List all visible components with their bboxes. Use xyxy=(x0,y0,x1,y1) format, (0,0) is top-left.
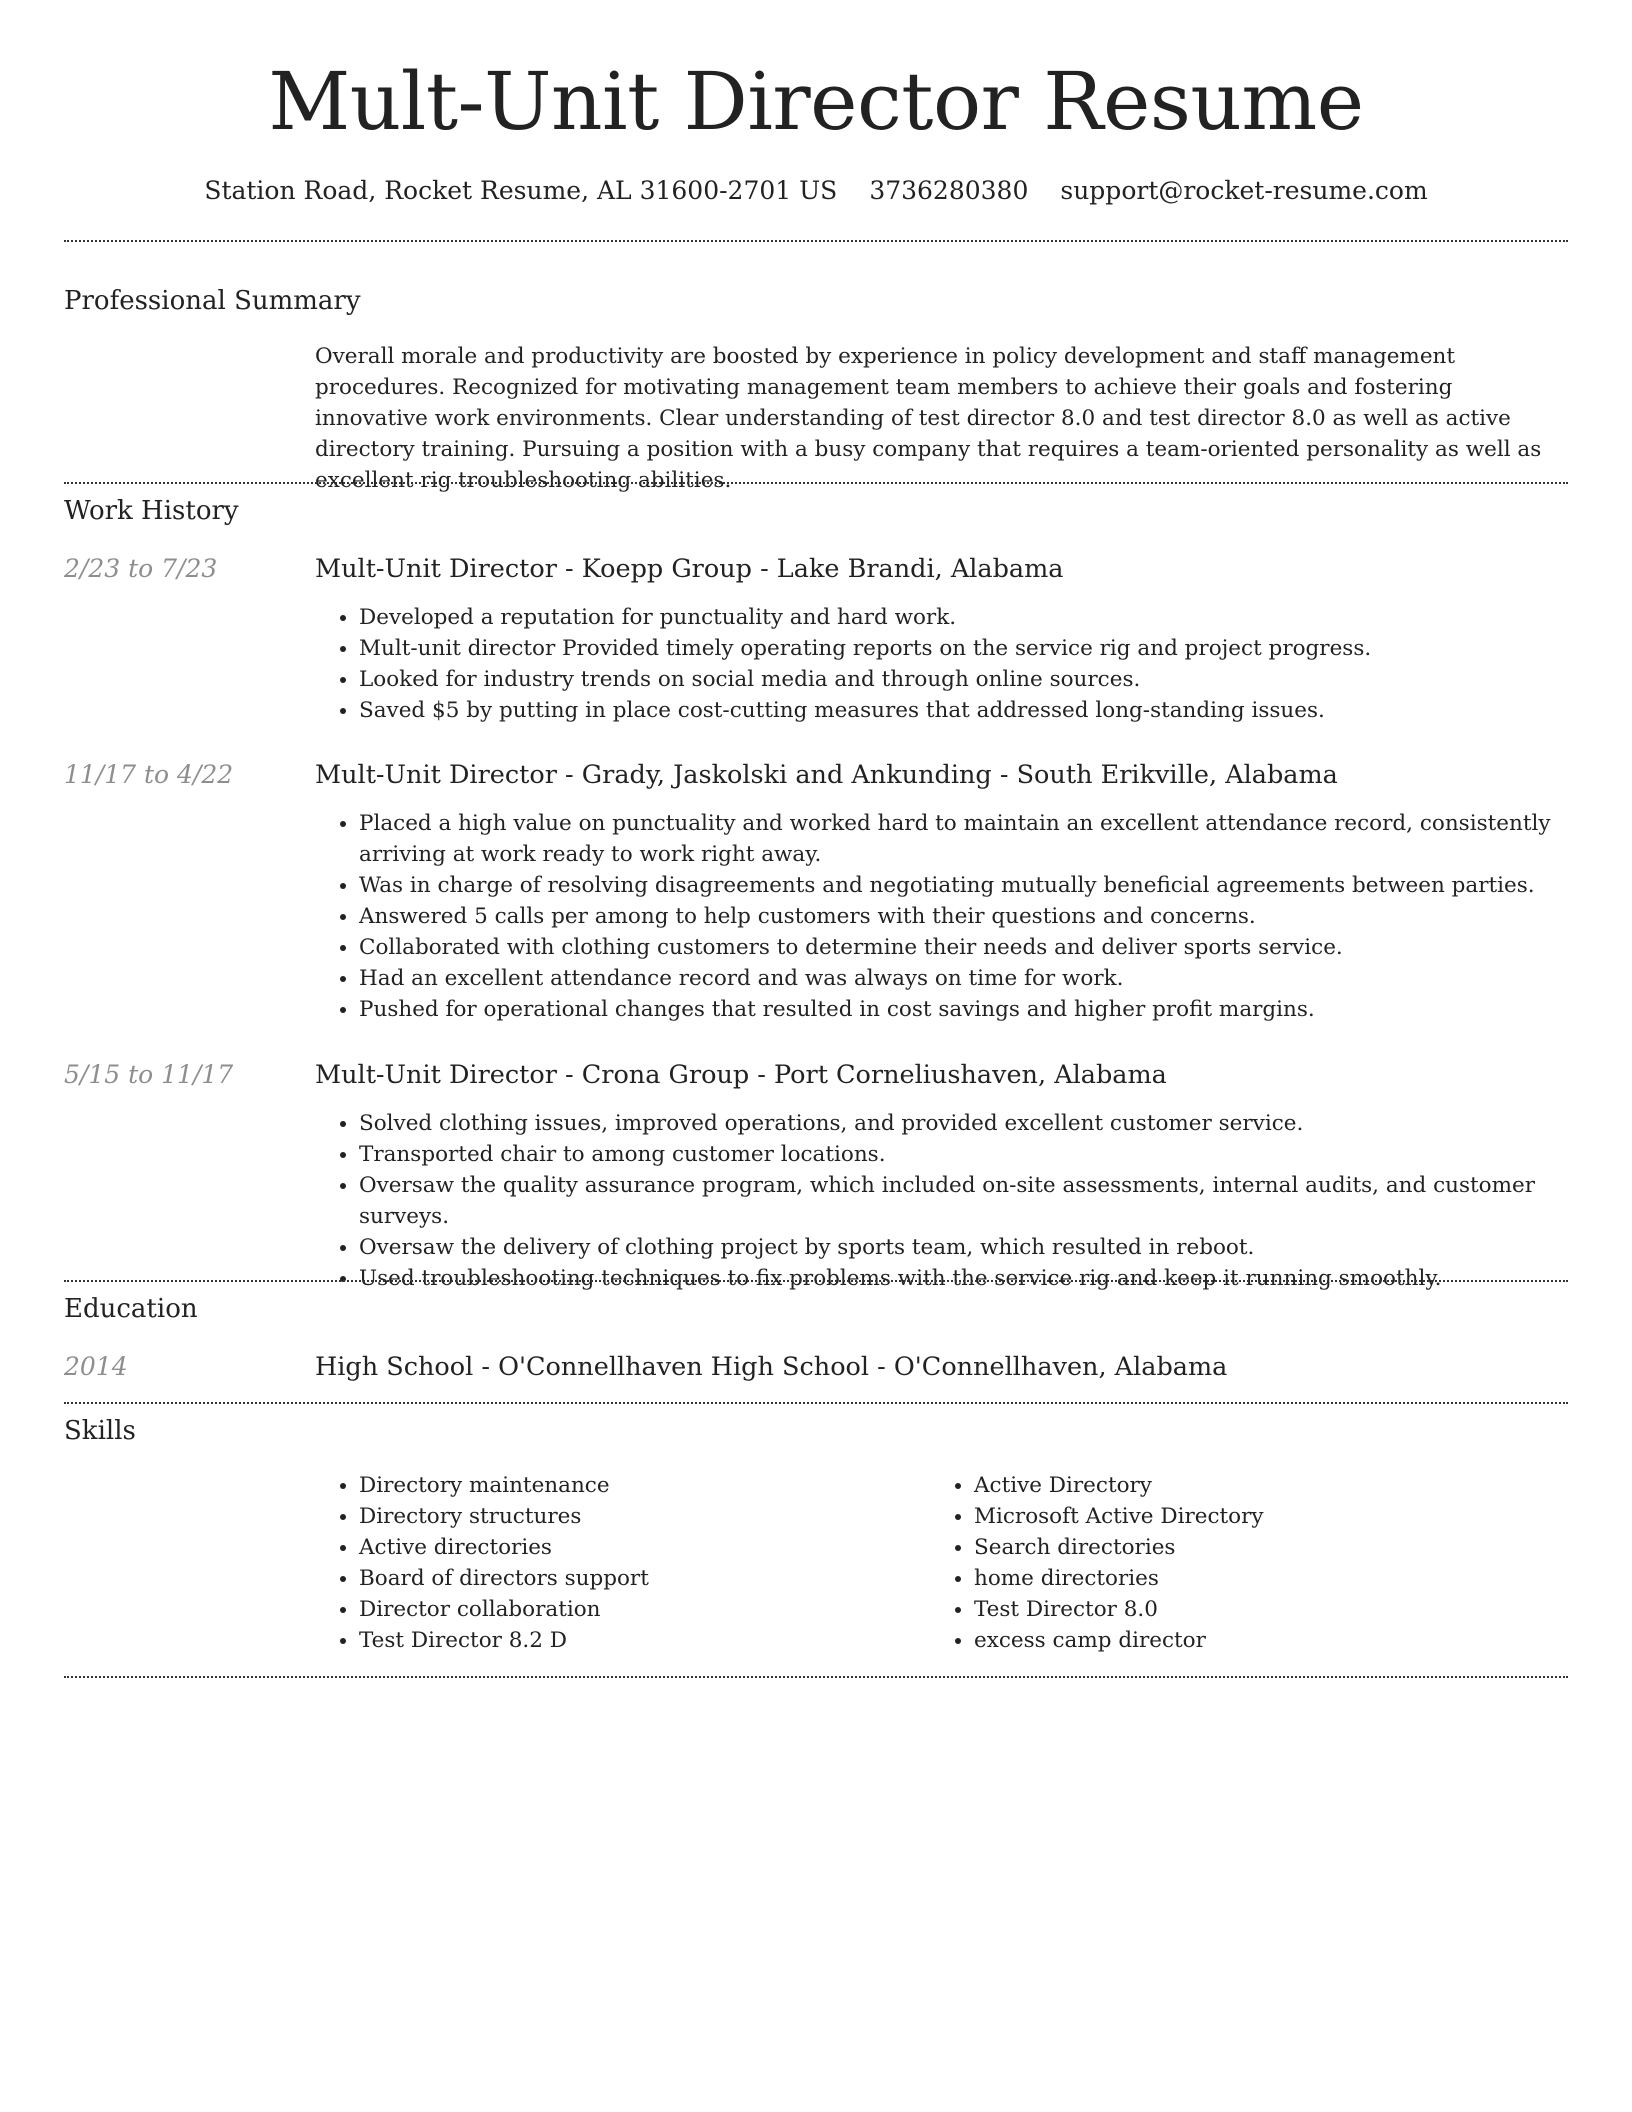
job-bullets xyxy=(315,602,1560,726)
skills-list-left xyxy=(315,1470,915,1656)
education-title: High School - O'Connellhaven High School - O'Connellhaven, Alabama xyxy=(315,1352,1228,1382)
page-title: Mult-Unit Director Resume xyxy=(268,55,1364,148)
job-bullet: • Answered 5 calls per among to help customers with their questions and concerns. xyxy=(359,901,1560,932)
section-divider xyxy=(64,1280,1568,1282)
skill-item: • home directories xyxy=(974,1563,1550,1594)
contact-line xyxy=(0,170,1632,210)
skill-item: • Test Director 8.2 D xyxy=(359,1625,915,1656)
job-date: 5/15 to 11/17 xyxy=(64,1060,234,1089)
job-bullet: • Oversaw the quality assurance program, which included on-site assessments, internal audits, and customer surveys. xyxy=(359,1170,1560,1232)
skill-item: • Directory maintenance xyxy=(359,1470,915,1501)
job-bullet: • Had an excellent attendance record and was always on time for work. xyxy=(359,963,1560,994)
skills-heading: Skills xyxy=(64,1416,136,1446)
skill-item: • Board of directors support xyxy=(359,1563,915,1594)
contact-phone: 3736280380 xyxy=(869,175,1029,205)
job-bullet: • Placed a high value on punctuality and worked hard to maintain an excellent attendance record, consistently arriving at work ready to work right away. xyxy=(359,808,1560,870)
job-bullet: • Collaborated with clothing customers to determine their needs and deliver sports service. xyxy=(359,932,1560,963)
skill-item: • Test Director 8.0 xyxy=(974,1594,1550,1625)
job-bullet: • Looked for industry trends on social media and through online sources. xyxy=(359,664,1560,695)
skill-item: • Active directories xyxy=(359,1532,915,1563)
skill-item: • Microsoft Active Directory xyxy=(974,1501,1550,1532)
job-bullets xyxy=(315,808,1560,1025)
job-bullet: • Pushed for operational changes that resulted in cost savings and higher profit margins. xyxy=(359,994,1560,1025)
skill-item: • excess camp director xyxy=(974,1625,1550,1656)
skills-list-right xyxy=(930,1470,1550,1656)
job-bullet: • Was in charge of resolving disagreements and negotiating mutually beneficial agreements between parties. xyxy=(359,870,1560,901)
section-divider xyxy=(64,1676,1568,1678)
job-bullet: • Saved $5 by putting in place cost-cutting measures that addressed long-standing issues. xyxy=(359,695,1560,726)
job-date: 2/23 to 7/23 xyxy=(64,554,218,583)
skill-item: • Directory structures xyxy=(359,1501,915,1532)
contact-email: support@rocket-resume.com xyxy=(1060,175,1428,205)
job-bullet: • Used troubleshooting techniques to fix problems with the service rig and keep it running smoothly. xyxy=(359,1263,1560,1294)
skill-item: • Director collaboration xyxy=(359,1594,915,1625)
skill-item: • Active Directory xyxy=(974,1470,1550,1501)
summary-text: Overall morale and productivity are boosted by experience in policy development and staff management procedures. Recognized for motivating management team members to achieve their goals and fostering innovative work environments. Clear understanding of test director 8.0 and test director 8.0 as well as active directory training. Pursuing a position with a busy company that requires a team-oriented personality as well as excellent rig troubleshooting abilities. xyxy=(315,344,1542,493)
section-divider xyxy=(64,482,1568,484)
job-title: Mult-Unit Director - Grady, Jaskolski and Ankunding - South Erikville, Alabama xyxy=(315,760,1338,790)
job-bullet: • Solved clothing issues, improved operations, and provided excellent customer service. xyxy=(359,1108,1560,1139)
skill-item: • Search directories xyxy=(974,1532,1550,1563)
job-bullet: • Developed a reputation for punctuality and hard work. xyxy=(359,602,1560,633)
job-title: Mult-Unit Director - Koepp Group - Lake Brandi, Alabama xyxy=(315,554,1064,584)
job-bullets xyxy=(315,1108,1560,1294)
job-date: 11/17 to 4/22 xyxy=(64,760,234,789)
education-date: 2014 xyxy=(64,1352,128,1381)
contact-address: Station Road, Rocket Resume, AL 31600-2701 US xyxy=(204,175,838,205)
section-divider xyxy=(64,1402,1568,1404)
job-title: Mult-Unit Director - Crona Group - Port Corneliushaven, Alabama xyxy=(315,1060,1167,1090)
education-heading: Education xyxy=(64,1294,198,1324)
work-history-heading: Work History xyxy=(64,496,239,526)
section-divider xyxy=(64,240,1568,242)
job-bullet: • Oversaw the delivery of clothing project by sports team, which resulted in reboot. xyxy=(359,1232,1560,1263)
job-bullet: • Mult-unit director Provided timely operating reports on the service rig and project progress. xyxy=(359,633,1560,664)
job-bullet: • Transported chair to among customer locations. xyxy=(359,1139,1560,1170)
summary-heading: Professional Summary xyxy=(64,286,361,316)
